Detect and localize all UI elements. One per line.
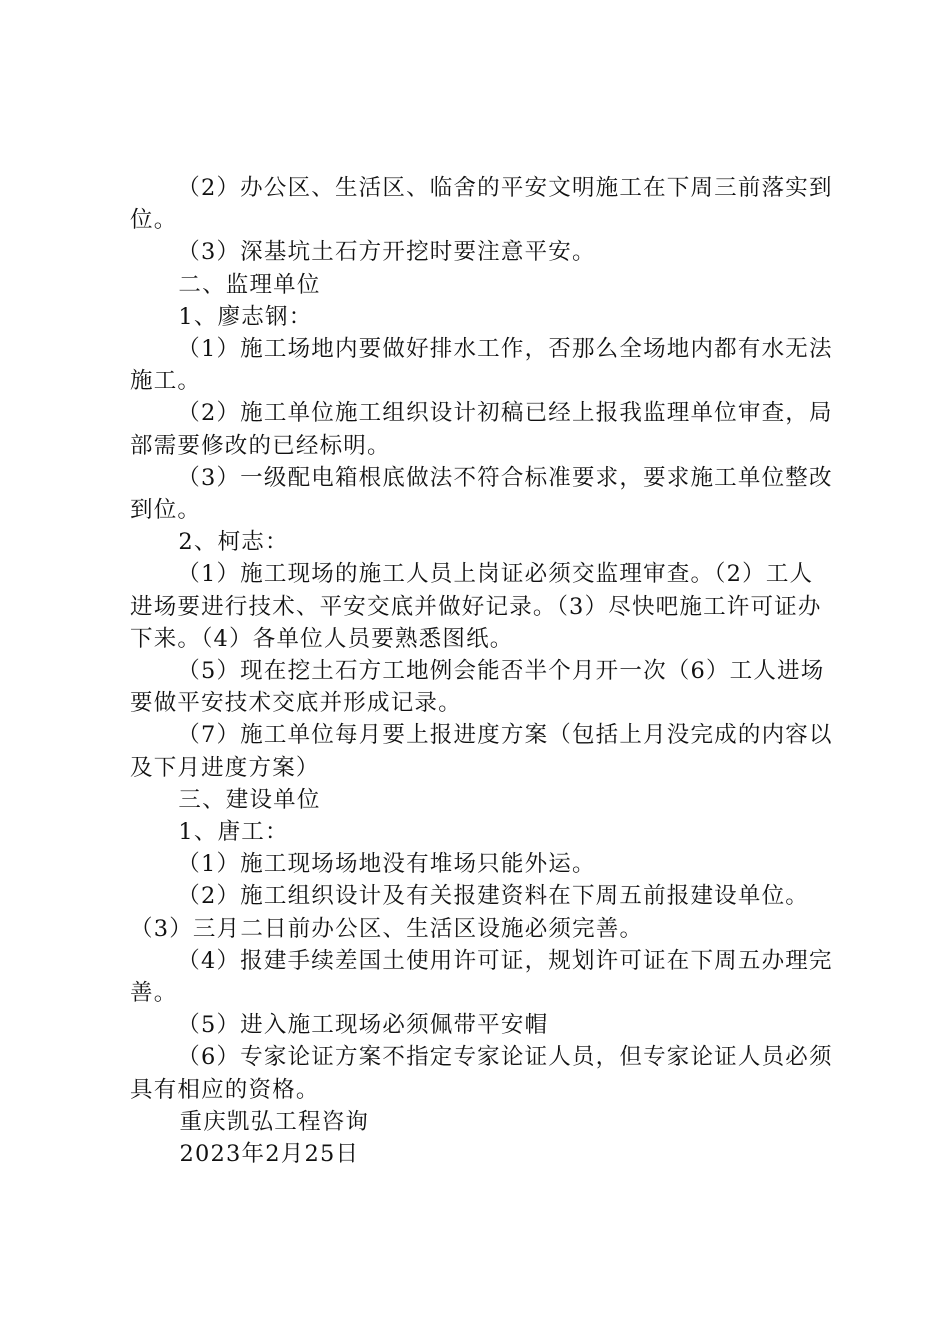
paragraph-tang-2: （2）施工组织设计及有关报建资料在下周五前报建设单位。	[177, 883, 809, 910]
paragraph-tang-1: （1）施工现场场地没有堆场只能外运。	[177, 851, 596, 878]
section-heading-construction-unit: 三、建设单位	[178, 786, 321, 813]
signature-date: 2023年2月25日	[179, 1141, 360, 1168]
signature-company: 重庆凯弘工程咨询	[179, 1108, 370, 1135]
paragraph-liao-1: （1）施工场地内要做好排水工作，否那么全场地内都有水无法施工。	[130, 336, 833, 395]
paragraph-tang-6: （6）专家论证方案不指定专家论证人员，但专家论证人员必须具有相应的资格。	[130, 1044, 833, 1103]
paragraph-tang-4: （4）报建手续差国土使用许可证，规划许可证在下周五办理完善。	[130, 947, 833, 1007]
paragraph-liao-3: （3）一级配电箱根底做法不符合标准要求，要求施工单位整改到位。	[130, 464, 833, 524]
subheading-tang: 1、唐工：	[178, 819, 289, 846]
document-body	[130, 172, 835, 1170]
section-heading-supervision: 二、监理单位	[178, 271, 321, 298]
paragraph-tang-3: （3）三月二日前办公区、生活区设施必须完善。	[130, 915, 644, 942]
paragraph-ke-1-4: （1）施工现场的施工人员上岗证必须交监理审查。（2）工人进场要进行技术、平安交底并做好记录。（3）尽快吧施工许可证办下来。（4）各单位人员要熟悉图纸。	[130, 561, 822, 652]
subheading-ke: 2、柯志：	[178, 529, 289, 556]
paragraph-item-3: （3）深基坑土石方开挖时要注意平安。	[177, 239, 596, 266]
subheading-liao: 1、廖志钢：	[178, 303, 313, 330]
paragraph-liao-2: （2）施工单位施工组织设计初稿已经上报我监理单位审查，局部需要修改的已经标明。	[130, 400, 833, 459]
paragraph-item-2: （2）办公区、生活区、临舍的平安文明施工在下周三前落实到位。	[130, 175, 833, 234]
paragraph-tang-5: （5）进入施工现场必须佩带平安帽	[177, 1012, 549, 1039]
paragraph-ke-5-6: （5）现在挖土石方工地例会能否半个月开一次（6）工人进场要做平安技术交底并形成记录。	[130, 658, 825, 717]
paragraph-ke-7: （7）施工单位每月要上报进度方案（包括上月没完成的内容以及下月进度方案）	[130, 722, 833, 781]
